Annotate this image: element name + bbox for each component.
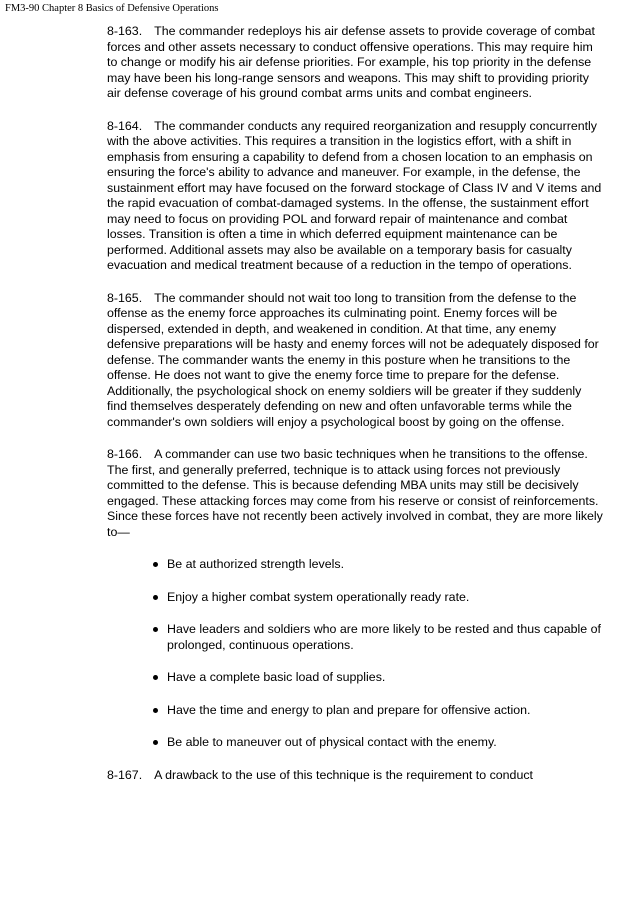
bullet-text: Have leaders and soldiers who are more likely to be rested and thus capable of prolonged, continuous operations. <box>167 622 601 652</box>
bullet-text: Be at authorized strength levels. <box>167 557 345 571</box>
bullet-text: Enjoy a higher combat system operationally ready rate. <box>167 589 470 604</box>
paragraph-8-166 <box>107 447 604 540</box>
paragraph-number: 8-165. <box>107 290 143 305</box>
bullet-dot-icon <box>153 740 158 745</box>
bullet-dot-icon <box>153 708 158 713</box>
running-header: FM3-90 Chapter 8 Basics of Defensive Operations <box>5 3 219 14</box>
paragraph-8-164 <box>107 119 604 274</box>
paragraph-number: 8-167. <box>107 767 143 782</box>
bullet-item <box>167 557 604 573</box>
paragraph-text: The commander redeploys his air defense assets to provide coverage of combat forces and other assets necessary to conduct offensive operations. This may require him to change or modify his air defense priorities. For example, his top priority in the defense may have been his long-range sensors and weapons. This may shift to providing priority air defense coverage of his ground combat arms units and combat engineers. <box>107 24 595 100</box>
paragraph-text: A commander can use two basic techniques when he transitions to the offense. The first, and generally preferred, technique is to attack using forces not previously committed to the defense. This is because defending MBA units may still be decisively engaged. These attacking forces may come from his reserve or consist of reinforcements. Since these forces have not recently been actively involved in combat, they are more likely to— <box>107 447 603 539</box>
bullet-item <box>167 703 604 719</box>
paragraph-8-163 <box>107 24 604 102</box>
document-body <box>107 24 604 783</box>
bullet-item <box>167 735 604 751</box>
paragraph-text: A drawback to the use of this technique is the requirement to conduct <box>154 767 533 782</box>
bullet-item <box>167 622 604 653</box>
bullet-text: Have the time and energy to plan and prepare for offensive action. <box>167 702 531 717</box>
paragraph-number: 8-166. <box>107 447 143 461</box>
paragraph-text: The commander conducts any required reorganization and resupply concurrently with the above activities. This requires a transition in the logistics effort, with a shift in emphasis from ensuring a capability to defend from a chosen location to an emphasis on ensuring the force's ability to advance and maneuver. For example, in the defense, the sustainment effort may have focused on the forward stockage of Class IV and V items and the rapid evacuation of combat-damaged systems. In the offense, the sustainment effort may need to focus on providing POL and forward repair of maintenance and combat losses. Transition is often a time in which deferred equipment maintenance can be performed. Additional assets may also be available on a temporary basis for casualty evacuation and medical treatment because of a reduction in the tempo of operations. <box>107 118 602 272</box>
bullet-text: Have a complete basic load of supplies. <box>167 670 386 684</box>
bullet-dot-icon <box>153 675 158 680</box>
bullet-dot-icon <box>153 562 158 567</box>
bullet-text: Be able to maneuver out of physical contact with the enemy. <box>167 735 497 749</box>
bullet-dot-icon <box>153 595 158 600</box>
paragraph-8-167 <box>107 768 604 784</box>
bullet-list <box>107 557 604 751</box>
bullet-item <box>167 590 604 606</box>
paragraph-number: 8-163. <box>107 24 143 38</box>
bullet-dot-icon <box>153 627 158 632</box>
paragraph-8-165 <box>107 291 604 431</box>
paragraph-text: The commander should not wait too long to transition from the defense to the offense as the enemy force approaches its culminating point. Enemy forces will be dispersed, extended in depth, and weakened in condition. At that time, any enemy defensive preparations will be hasty and enemy forces will not be adequately disposed for defense. The commander wants the enemy in this posture when he transitions to the offense. He does not want to give the enemy force time to prepare for the defense. Additionally, the psychological shock on enemy soldiers will be greater if they suddenly find themselves desperately defending on new and often unfavorable terms while the commander's own soldiers will enjoy a psychological boost by going on the offense. <box>107 290 599 429</box>
bullet-item <box>167 670 604 686</box>
paragraph-number: 8-164. <box>107 118 143 133</box>
